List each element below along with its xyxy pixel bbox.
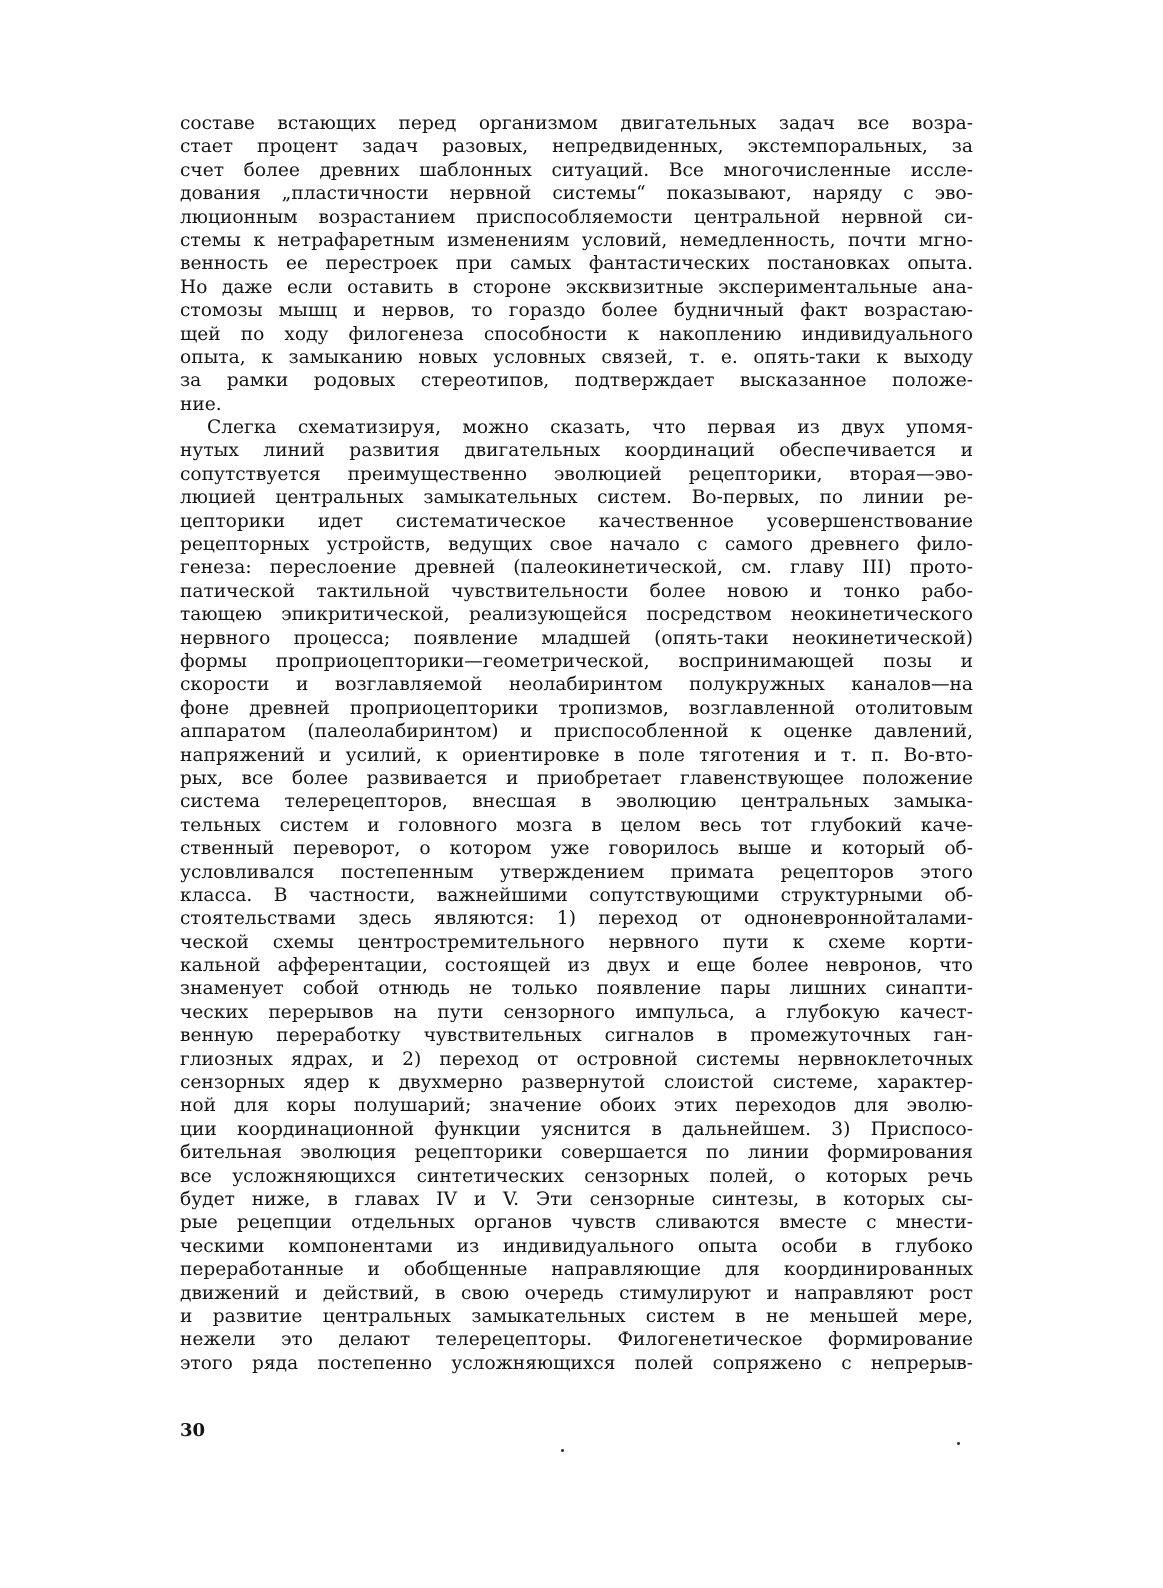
text-line: венность ее перестроек при самых фантастических постановках опыта. [180,253,973,275]
text-line: за рамки родовых стереотипов, подтверждает высказанное положе- [180,370,973,392]
page-number: 30 [180,1420,206,1441]
text-line: дования „пластичности нервной системы“ показывают, наряду с эво- [180,183,973,205]
text-line: знаменует собой отнюдь не только появление пары лишних синапти- [180,978,973,1000]
text-line: кальной афферентации, состоящей из двух и еще более невронов, что [180,955,973,977]
text-line: переработанные и обобщенные направляющие для координированных [180,1259,973,1281]
paragraph [180,112,973,416]
text-line: нервного процесса; появление младшей (опять-таки неокинетической) [180,627,973,649]
text-line: сензорных ядер к двухмерно развернутой слоистой системе, характер- [180,1072,973,1094]
text-line: рые рецепции отдельных органов чувств сливаются вместе с мнести- [180,1212,973,1234]
text-line: венную переработку чувствительных сигналов в промежуточных ган- [180,1025,973,1047]
text-line: патической тактильной чувствительности более новою и тонко рабо- [180,580,973,602]
text-line: Но даже если оставить в стороне эксквизитные экспериментальные ана- [180,276,973,298]
text-line: все усложняющихся синтетических сензорных полей, о которых речь [180,1165,973,1187]
text-line: стоятельствами здесь являются: 1) переход от одноневроннойталами- [180,908,973,930]
text-line: этого ряда постепенно усложняющихся полей сопряжено с непрерыв- [180,1352,973,1374]
text-line: ственный переворот, о котором уже говорилось выше и который об- [180,838,973,860]
text-line: люционным возрастанием приспособляемости центральной нервной си- [180,206,973,228]
text-line: бительная эволюция рецепторики совершается по линии формирования [180,1142,973,1164]
text-line: цепторики идет систематическое качественное усовершенствование [180,510,973,532]
text-line: условливался постепенным утверждением примата рецепторов этого [180,861,973,883]
text-line: стемы к нетрафаретным изменениям условий, немедленность, почти мгно- [180,229,973,251]
body-text [180,112,973,1375]
text-line: стает процент задач разовых, непредвиденных, экстемпоральных, за [180,136,973,158]
paragraph [180,416,973,1375]
text-line: ции координационной функции уяснится в дальнейшем. 3) Приспосо- [180,1118,973,1140]
text-line: ной для коры полушарий; значение обоих этих переходов для эволю- [180,1095,973,1117]
text-line: тельных систем и головного мозга в целом весь тот глубокий каче- [180,814,973,836]
text-line: система телерецепторов, внесшая в эволюцию центральных замыка- [180,791,973,813]
text-line: опыта, к замыканию новых условных связей, т. е. опять-таки к выходу [180,346,973,368]
print-speck [561,1449,564,1452]
text-line: рых, все более развивается и приобретает главенствующее положение [180,767,973,789]
text-line: нутых линий развития двигательных координаций обеспечивается и [180,440,973,462]
text-line: нежели это делают телерецепторы. Филогенетическое формирование [180,1329,973,1351]
text-line: генеза: переслоение древней (палеокинетической, см. главу III) прото- [180,557,973,579]
text-line: составе встающих перед организмом двигательных задач все возра- [180,113,973,134]
text-line: фоне древней проприоцепторики тропизмов, возглавленной отолитовым [180,697,973,719]
text-line: глиозных ядрах, и 2) переход от островной системы нервноклеточных [180,1048,973,1070]
text-line: рецепторных устройств, ведущих свое начало с самого древнего фило- [180,534,973,556]
text-line: и развитие центральных замыкательных систем в не меньшей мере, [180,1305,973,1327]
text-line: скорости и возглавляемой неолабиринтом полукружных каналов—на [180,674,973,696]
text-line: класса. В частности, важнейшими сопутствующими структурными об- [180,884,973,906]
text-line: сопутствуется преимущественно эволюцией рецепторики, вторая—эво- [180,463,973,485]
text-line: Слегка схематизируя, можно сказать, что первая из двух упомя- [207,417,973,439]
text-line: люцией центральных замыкательных систем. Во-первых, по линии ре- [180,487,973,509]
text-line: ческой схемы центростремительного нервного пути к схеме корти- [180,931,973,953]
text-line: счет более древних шаблонных ситуаций. Все многочисленные иссле- [180,159,973,181]
text-line: будет ниже, в главах IV и V. Эти сензорные синтезы, в которых сы- [180,1188,973,1210]
text-line: формы проприоцепторики—геометрической, воспринимающей позы и [180,650,973,672]
text-line: аппаратом (палеолабиринтом) и приспособленной к оценке давлений, [180,721,973,743]
text-line: напряжений и усилий, к ориентировке в поле тяготения и т. п. Во-вто- [180,744,973,766]
print-speck [957,1442,960,1445]
text-line: ческих перерывов на пути сензорного импульса, а глубокую качест- [180,1001,973,1023]
text-line: ние. [180,393,222,415]
text-line: движений и действий, в свою очередь стимулируют и направляют рост [180,1282,973,1304]
text-line: ческими компонентами из индивидуального опыта особи в глубоко [180,1235,973,1257]
text-line: тающею эпикритической, реализующейся посредством неокинетического [180,604,973,626]
text-line: стомозы мышц и нервов, то гораздо более будничный факт возрастаю- [180,300,973,322]
text-line: щей по ходу филогенеза способности к накоплению индивидуального [180,323,973,345]
